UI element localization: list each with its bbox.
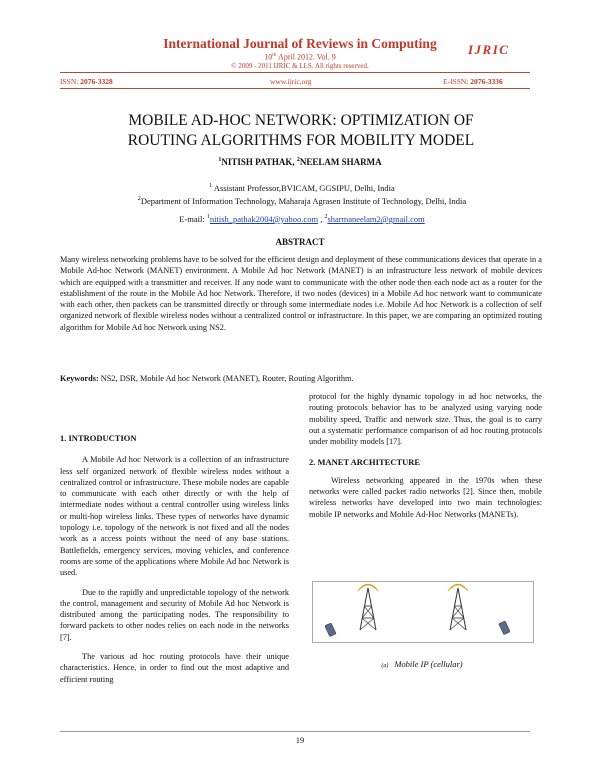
abstract-text: Many wireless networking problems have to be solved for the efficient design and deployment of these communications devices that operate in a Mobile Ad-hoc Network (MANET) environment. A Mobile Ad hoc Network (MANET) is an infrastructure less network of mobile devices which are equipped with a transmitter and receiver. If any node want to communicate with the other node then each node act as a router for the establishment of the route in the Mobile Ad hoc Network. Therefore, if two nodes (devices) in a Mobile Ad hoc network want to communicate with each other, then packets can be transmitted directly or through some intermediate nodes i.e. Mobile Ad hoc Network is a collection of self organized network of flexible wireless nodes without a centralized control or infrastructure. In this paper, we are comparing an optimized routing algorithm for Mobile Ad hoc Network using NS2. xyxy=(60,255,542,332)
abstract-heading: ABSTRACT xyxy=(275,237,325,247)
authors: $^1$NITISH PATHAK, $^2$NEELAM SHARMA xyxy=(218,157,382,167)
right-column xyxy=(309,391,542,520)
eissn: E-ISSN: 2076-3336 xyxy=(443,77,503,86)
journal-title: International Journal of Reviews in Computing xyxy=(163,36,437,51)
paper-title-line-1: MOBILE AD-HOC NETWORK: OPTIMIZATION OF xyxy=(128,112,474,129)
intro-paragraph-2: Due to the rapidly and unpredictable topology of the network the control, management and security of Mobile Ad hoc Network is distributed among the participating nodes. The responsibility to forward packets to other nodes relies on each node in the networks [7]. xyxy=(60,587,289,642)
author-emails: E-mail: $^1$nitish_pathak2004@yahoo.com , $^2$sharmaneelam2@gmail.com xyxy=(179,214,425,224)
section-heading-manet-architecture: 2. MANET ARCHITECTURE xyxy=(309,457,421,468)
issn: ISSN: 2076-3328 xyxy=(60,77,113,86)
intro-paragraph-1: A Mobile Ad hoc Network is a collection of an infrastructure less self organized network of flexible wireless nodes without a centralized control or infrastructure. These mobile nodes are capable to communicate with each other directly or with the help of intermediate nodes without a central controller using wireless links or multi-hop wireless links. These types of networks have dynamic topology i.e. topology of the network is not fixed and all the nodes work as a access points without the need of any base stations. Battlefields, emergency services, moving vehicles, and conference rooms are some of the applications where Mobile Ad hoc Network is used. xyxy=(60,455,289,578)
footer-rule xyxy=(60,731,530,732)
mobile-device-icon xyxy=(499,621,510,635)
paper-title xyxy=(60,111,542,151)
paper-title-line-2: ROUTING ALGORITHMS FOR MOBILITY MODEL xyxy=(127,132,475,149)
cell-tower-icon xyxy=(448,585,468,631)
page-number: 19 xyxy=(295,735,305,745)
affiliation-1: $^1$ Assistant Professor,BVICAM, GGSIPU, Delhi, India xyxy=(209,182,395,193)
journal-issue-date: 10th April 2012. Vol. 9 xyxy=(264,52,336,62)
intro-paragraph-3: The various ad hoc routing protocols have their unique characteristics. Hence, in order to find out the most adaptive and efficient routing xyxy=(60,652,289,684)
figure-mobile-ip xyxy=(312,581,534,643)
header-rule-top xyxy=(60,72,530,73)
mobile-device-icon xyxy=(325,623,336,637)
journal-copyright: © 2009 - 2011 IJRIC & LLS. All rights reserved. xyxy=(231,62,369,70)
email-link-2[interactable]: sharmaneelam2@gmail.com xyxy=(327,214,425,224)
section-heading-introduction: 1. INTRODUCTION xyxy=(60,433,137,443)
header-rule-bottom xyxy=(60,88,530,89)
journal-logo: IJRIC xyxy=(468,42,510,57)
figure-caption: (a) Mobile IP (cellular) xyxy=(381,659,463,669)
manet-paragraph-1: Wireless networking appeared in the 1970s when these networks were called packet radio networks [2]. Since then, mobile wireless networks have developed into two main technologies: mobile IP networks and Mobile Ad-Hoc Networks (MANETs). xyxy=(309,475,542,519)
left-column xyxy=(60,433,289,685)
email-link-1[interactable]: nitish_pathak2004@yahoo.com xyxy=(209,214,319,224)
cell-tower-diagram xyxy=(313,582,533,642)
intro-paragraph-3-continued: protocol for the highly dynamic topology in ad hoc networks, the routing protocols behavior has to be analyzed using varying node mobility speed, Traffic and network size. Thus, the goal is to carry out a systematic performance comparison of ad hoc routing protocols under mobility models [17]. xyxy=(309,392,542,447)
keywords: Keywords: NS2, DSR, Mobile Ad hoc Network (MANET), Router, Routing Algorithm. xyxy=(60,374,354,383)
journal-url[interactable]: www.ijric.org xyxy=(270,77,312,86)
affiliation-2: $^2$Department of Information Technology, Maharaja Agrasen Institute of Technology, Delhi, India xyxy=(137,195,467,206)
cell-tower-icon xyxy=(358,585,378,631)
